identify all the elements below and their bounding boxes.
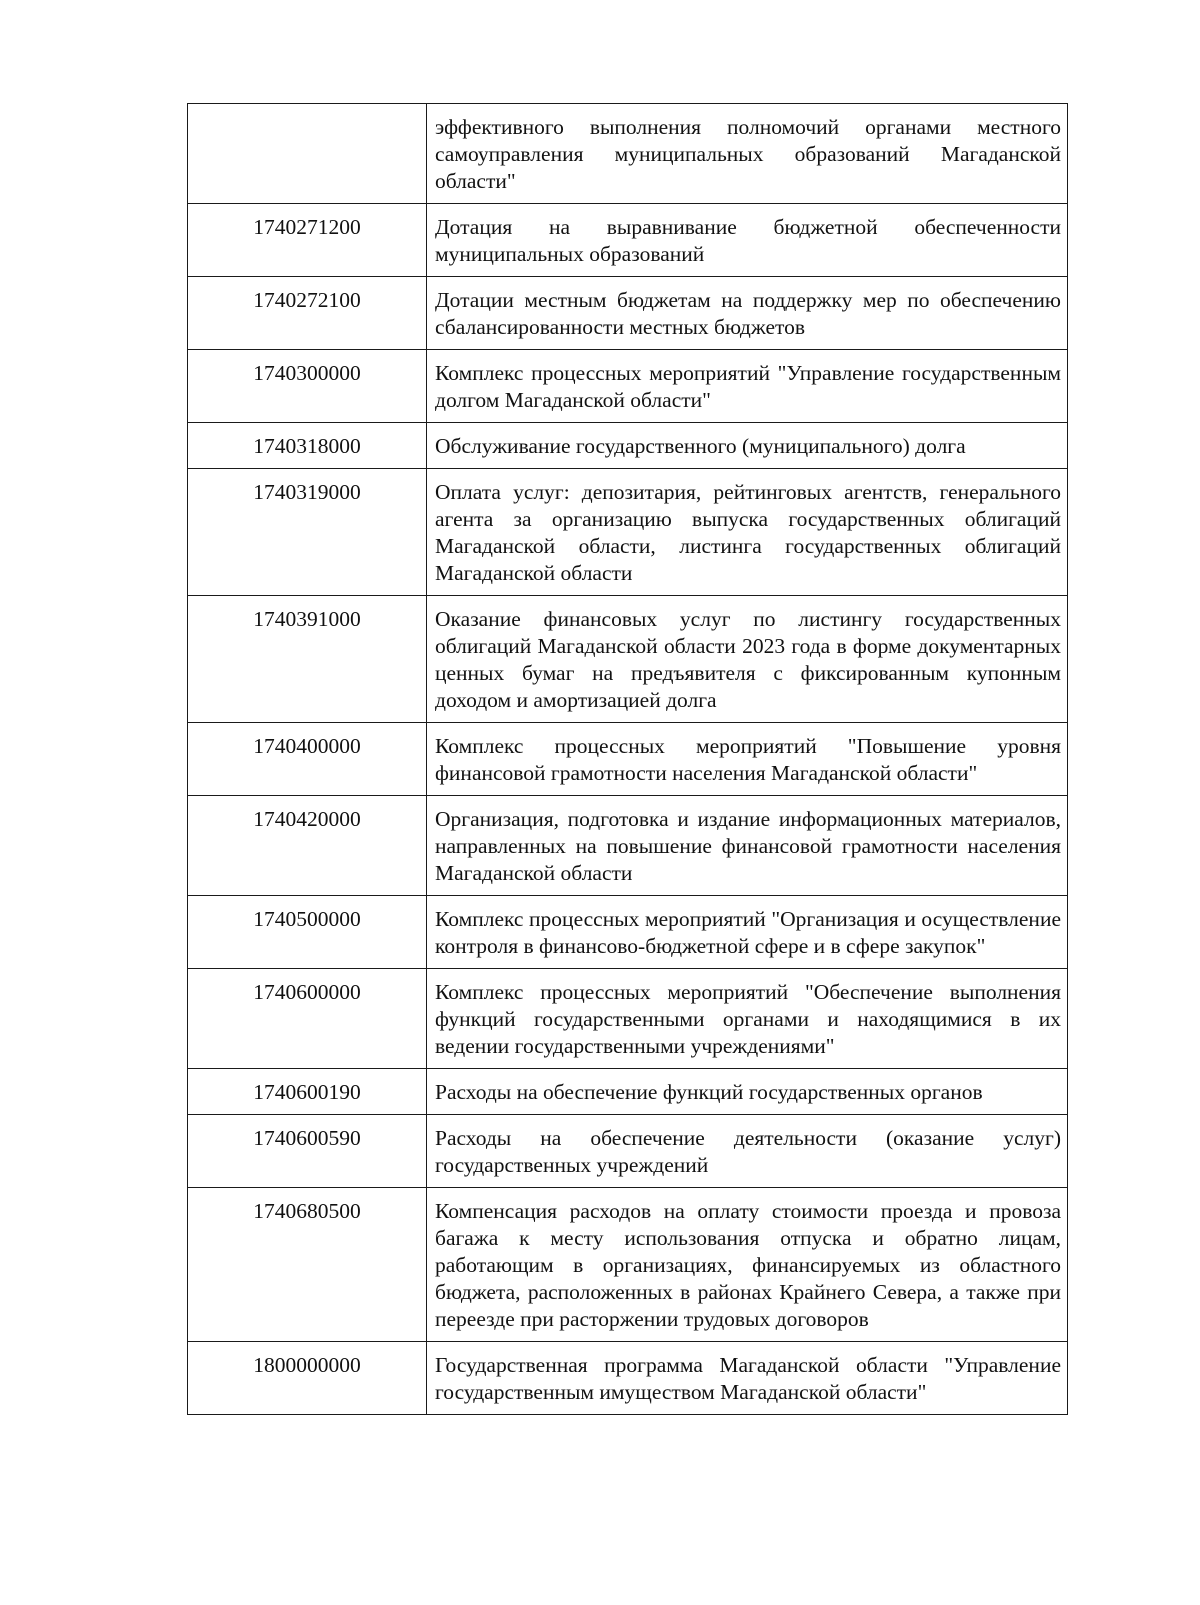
table-row	[188, 723, 1068, 796]
table-row	[188, 277, 1068, 350]
description-cell: Комплекс процессных мероприятий "Организация и осуществление контроля в финансово-бюджетной сфере и в сфере закупок"	[427, 896, 1068, 969]
code-cell: 1740300000	[188, 350, 427, 423]
table-row	[188, 350, 1068, 423]
description-cell: Комплекс процессных мероприятий "Повышение уровня финансовой грамотности населения Магаданской области"	[427, 723, 1068, 796]
description-cell: Расходы на обеспечение функций государственных органов	[427, 1069, 1068, 1115]
description-cell: Оплата услуг: депозитария, рейтинговых агентств, генерального агента за организацию выпуска государственных облигаций Магаданской области, листинга государственных облигаций Магаданской области	[427, 469, 1068, 596]
table-row	[188, 596, 1068, 723]
code-cell: 1740272100	[188, 277, 427, 350]
description-cell: эффективного выполнения полномочий органами местного самоуправления муниципальных образований Магаданской области"	[427, 104, 1068, 204]
description-cell: Организация, подготовка и издание информационных материалов, направленных на повышение финансовой грамотности населения Магаданской области	[427, 796, 1068, 896]
code-cell: 1740680500	[188, 1188, 427, 1342]
table-row	[188, 1188, 1068, 1342]
code-cell: 1740319000	[188, 469, 427, 596]
code-cell: 1740400000	[188, 723, 427, 796]
table-row	[188, 1342, 1068, 1415]
table-row	[188, 969, 1068, 1069]
table-row	[188, 1069, 1068, 1115]
table-row	[188, 1115, 1068, 1188]
code-cell: 1740600000	[188, 969, 427, 1069]
code-cell: 1800000000	[188, 1342, 427, 1415]
description-cell: Обслуживание государственного (муниципального) долга	[427, 423, 1068, 469]
description-cell: Оказание финансовых услуг по листингу государственных облигаций Магаданской области 2023 года в форме документарных ценных бумаг на предъявителя с фиксированным купонным доходом и амортизацией долга	[427, 596, 1068, 723]
description-cell: Государственная программа Магаданской области "Управление государственным имуществом Магаданской области"	[427, 1342, 1068, 1415]
budget-code-table	[187, 103, 1068, 1415]
table-row	[188, 469, 1068, 596]
code-cell: 1740500000	[188, 896, 427, 969]
table-row	[188, 104, 1068, 204]
description-cell: Комплекс процессных мероприятий "Обеспечение выполнения функций государственными органами и находящимися в их ведении государственными учреждениями"	[427, 969, 1068, 1069]
code-cell: 1740318000	[188, 423, 427, 469]
table-row	[188, 796, 1068, 896]
table-row	[188, 896, 1068, 969]
code-cell: 1740600190	[188, 1069, 427, 1115]
description-cell: Дотация на выравнивание бюджетной обеспеченности муниципальных образований	[427, 204, 1068, 277]
code-cell: 1740420000	[188, 796, 427, 896]
table-row	[188, 423, 1068, 469]
code-cell: 1740271200	[188, 204, 427, 277]
code-cell: 1740600590	[188, 1115, 427, 1188]
description-cell: Расходы на обеспечение деятельности (оказание услуг) государственных учреждений	[427, 1115, 1068, 1188]
code-cell: 1740391000	[188, 596, 427, 723]
description-cell: Комплекс процессных мероприятий "Управление государственным долгом Магаданской области"	[427, 350, 1068, 423]
description-cell: Дотации местным бюджетам на поддержку мер по обеспечению сбалансированности местных бюджетов	[427, 277, 1068, 350]
description-cell: Компенсация расходов на оплату стоимости проезда и провоза багажа к месту использования отпуска и обратно лицам, работающим в организациях, финансируемых из областного бюджета, расположенных в районах Крайнего Севера, а также при переезде при расторжении трудовых договоров	[427, 1188, 1068, 1342]
code-cell	[188, 104, 427, 204]
table-row	[188, 204, 1068, 277]
